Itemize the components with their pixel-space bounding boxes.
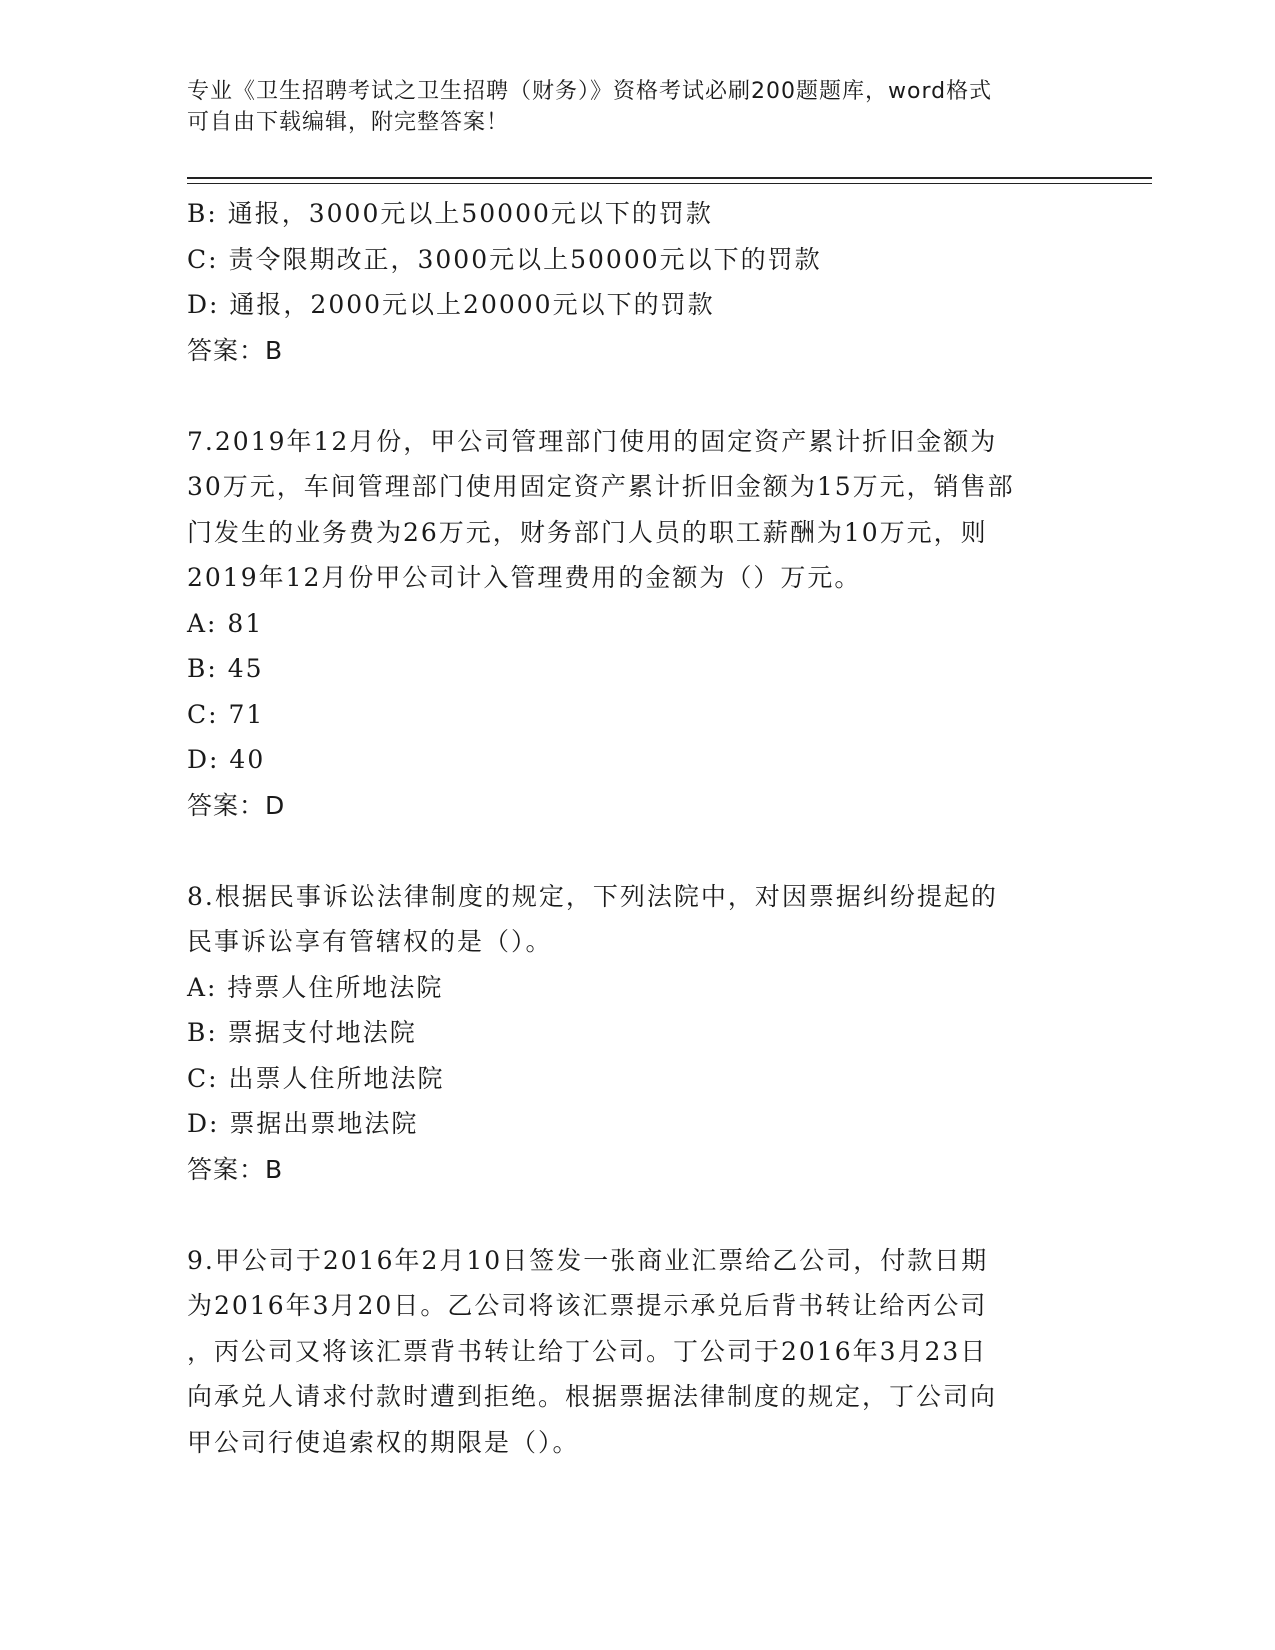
question-text-line: 30万元，车间管理部门使用固定资产累计折旧金额为15万元，销售部 bbox=[187, 472, 1015, 501]
prev-question bbox=[187, 191, 1087, 373]
header-line-1: 专业《卫生招聘考试之卫生招聘（财务）》资格考试必刷200题题库，word格式 bbox=[187, 79, 993, 104]
answer-line: 答案：B bbox=[187, 1154, 284, 1184]
document-header bbox=[187, 76, 1087, 138]
option-b: B: 通报，3000元以上50000元以下的罚款 bbox=[187, 199, 713, 228]
header-rule-thick bbox=[187, 177, 1152, 179]
answer-line: 答案：B bbox=[187, 335, 284, 365]
question-text-line: 7.2019年12月份，甲公司管理部门使用的固定资产累计折旧金额为 bbox=[187, 426, 998, 456]
question-gap bbox=[187, 373, 1087, 419]
option-d: D: 通报，2000元以上20000元以下的罚款 bbox=[187, 290, 715, 319]
option-d: D: 票据出票地法院 bbox=[187, 1109, 419, 1138]
header-rule-thin bbox=[187, 183, 1152, 184]
option-a: A: 持票人住所地法院 bbox=[187, 972, 444, 1002]
option-a: A: 81 bbox=[187, 608, 264, 638]
option-c: C: 责令限期改正，3000元以上50000元以下的罚款 bbox=[187, 244, 822, 274]
question-text-line: ，丙公司又将该汇票背书转让给丁公司。丁公司于2016年3月23日 bbox=[187, 1336, 988, 1366]
question-content bbox=[187, 191, 1087, 1465]
option-b: B: 45 bbox=[187, 654, 264, 683]
question-gap bbox=[187, 1192, 1087, 1238]
header-line-2: 可自由下载编辑，附完整答案！ bbox=[187, 110, 510, 135]
question-text-line: 9.甲公司于2016年2月10日签发一张商业汇票给乙公司，付款日期 bbox=[187, 1245, 989, 1275]
question-text-line: 甲公司行使追索权的期限是（）。 bbox=[187, 1427, 580, 1457]
option-d: D: 40 bbox=[187, 745, 266, 774]
option-c: C: 出票人住所地法院 bbox=[187, 1063, 445, 1093]
option-c: C: 71 bbox=[187, 699, 265, 729]
question-text-line: 门发生的业务费为26万元，财务部门人员的职工薪酬为10万元，则 bbox=[187, 517, 988, 547]
question-8 bbox=[187, 874, 1087, 1193]
question-7 bbox=[187, 419, 1087, 829]
question-text-line: 8.根据民事诉讼法律制度的规定，下列法院中，对因票据纠纷提起的 bbox=[187, 881, 998, 911]
question-gap bbox=[187, 828, 1087, 874]
question-text-line: 向承兑人请求付款时遭到拒绝。根据票据法律制度的规定，丁公司向 bbox=[187, 1382, 998, 1411]
question-text-line: 为2016年3月20日。乙公司将该汇票提示承兑后背书转让给丙公司 bbox=[187, 1291, 988, 1320]
answer-line: 答案：D bbox=[187, 790, 286, 820]
question-text-line: 2019年12月份甲公司计入管理费用的金额为（）万元。 bbox=[187, 563, 862, 592]
option-b: B: 票据支付地法院 bbox=[187, 1018, 417, 1047]
question-text-line: 民事诉讼享有管辖权的是（）。 bbox=[187, 927, 553, 956]
question-9 bbox=[187, 1238, 1087, 1466]
